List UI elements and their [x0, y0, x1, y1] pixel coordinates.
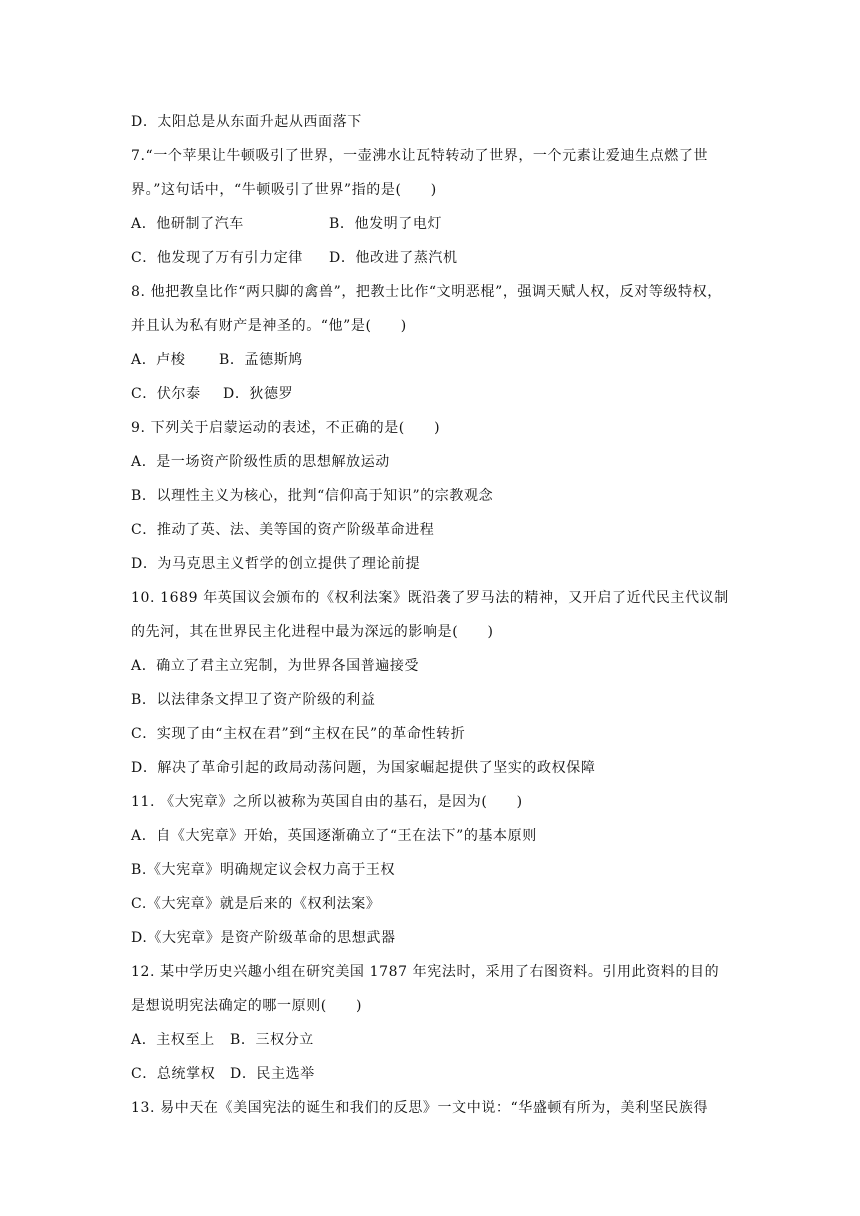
- question-9-option-c: C．推动了英、法、美等国的资产阶级革命进程: [131, 522, 435, 538]
- question-7-stem: 7.“一个苹果让牛顿吸引了世界，一壶沸水让瓦特转动了世界，一个元素让爱迪生点燃了世: [131, 148, 709, 164]
- question-8-stem-cont: 并且认为私有财产是神圣的。“他”是( ): [131, 318, 407, 334]
- question-12-stem-cont: 是想说明宪法确定的哪一原则( ): [131, 998, 363, 1014]
- question-10-stem-cont: 的先河，其在世界民主化进程中最为深远的影响是( ): [131, 624, 494, 640]
- question-12-stem: 12. 某中学历史兴趣小组在研究美国 1787 年宪法时，采用了右图资料。引用此资料的目的: [131, 964, 720, 980]
- question-6-option-d: D．太阳总是从东面升起从西面落下: [131, 114, 362, 130]
- question-8-option-a: A．卢梭: [131, 352, 186, 368]
- question-12-option-d: D．民主选举: [230, 1066, 315, 1082]
- question-10-option-b: B．以法律条文捍卫了资产阶级的利益: [131, 692, 376, 708]
- question-12-option-a: A．主权至上: [131, 1032, 215, 1048]
- question-10-option-d: D．解决了革命引起的政局动荡问题，为国家崛起提供了坚实的政权保障: [131, 760, 596, 776]
- question-8-option-d: D．狄德罗: [223, 386, 294, 402]
- question-7-options-cd: [131, 247, 458, 267]
- question-9-stem: 9. 下列关于启蒙运动的表述，不正确的是( ): [131, 420, 441, 436]
- question-12-option-b: B．三权分立: [230, 1032, 314, 1048]
- question-11-option-b: B.《大宪章》明确规定议会权力高于王权: [131, 862, 396, 878]
- question-7-option-c: C．他发现了万有引力定律: [131, 250, 303, 266]
- question-10-option-c: C．实现了由“主权在君”到“主权在民”的革命性转折: [131, 726, 466, 742]
- question-12-option-c: C．总统掌权: [131, 1066, 216, 1082]
- question-8-option-b: B．孟德斯鸠: [219, 352, 303, 368]
- question-7-option-d: D．他改进了蒸汽机: [329, 250, 458, 266]
- question-7-option-b: B．他发明了电灯: [329, 216, 443, 232]
- question-8-stem: 8. 他把教皇比作“两只脚的禽兽”，把教士比作“文明恶棍”，强调天赋人权，反对等级特权，: [131, 284, 722, 300]
- question-11-stem: 11. 《大宪章》之所以被称为英国自由的基石，是因为( ): [131, 794, 523, 810]
- question-10-option-a: A．确立了君主立宪制，为世界各国普遍接受: [131, 658, 420, 674]
- question-7-stem-cont: 界。”这句话中，“牛顿吸引了世界”指的是( ): [131, 182, 437, 198]
- question-10-stem: 10. 1689 年英国议会颁布的《权利法案》既沿袭了罗马法的精神，又开启了近代民主代议制: [131, 590, 729, 606]
- question-8-options-cd: [131, 383, 294, 403]
- question-9-option-a: A．是一场资产阶级性质的思想解放运动: [131, 454, 390, 470]
- question-11-option-d: D.《大宪章》是资产阶级革命的思想武器: [131, 930, 396, 946]
- question-9-option-b: B．以理性主义为核心，批判“信仰高于知识”的宗教观念: [131, 488, 494, 504]
- question-13-stem: 13. 易中天在《美国宪法的诞生和我们的反思》一文中说：“华盛顿有所为，美利坚民族得: [131, 1100, 709, 1116]
- question-12-options-cd: [131, 1063, 315, 1083]
- question-7-option-a: A．他研制了汽车: [131, 216, 244, 232]
- question-12-options-ab: [131, 1029, 314, 1049]
- question-11-option-c: C.《大宪章》就是后来的《权利法案》: [131, 896, 381, 912]
- question-8-option-c: C．伏尔泰: [131, 386, 201, 402]
- question-7-options-ab: [131, 213, 443, 233]
- question-11-option-a: A．自《大宪章》开始，英国逐渐确立了“王在法下”的基本原则: [131, 828, 537, 844]
- question-8-options-ab: [131, 349, 303, 369]
- question-9-option-d: D．为马克思主义哲学的创立提供了理论前提: [131, 556, 421, 572]
